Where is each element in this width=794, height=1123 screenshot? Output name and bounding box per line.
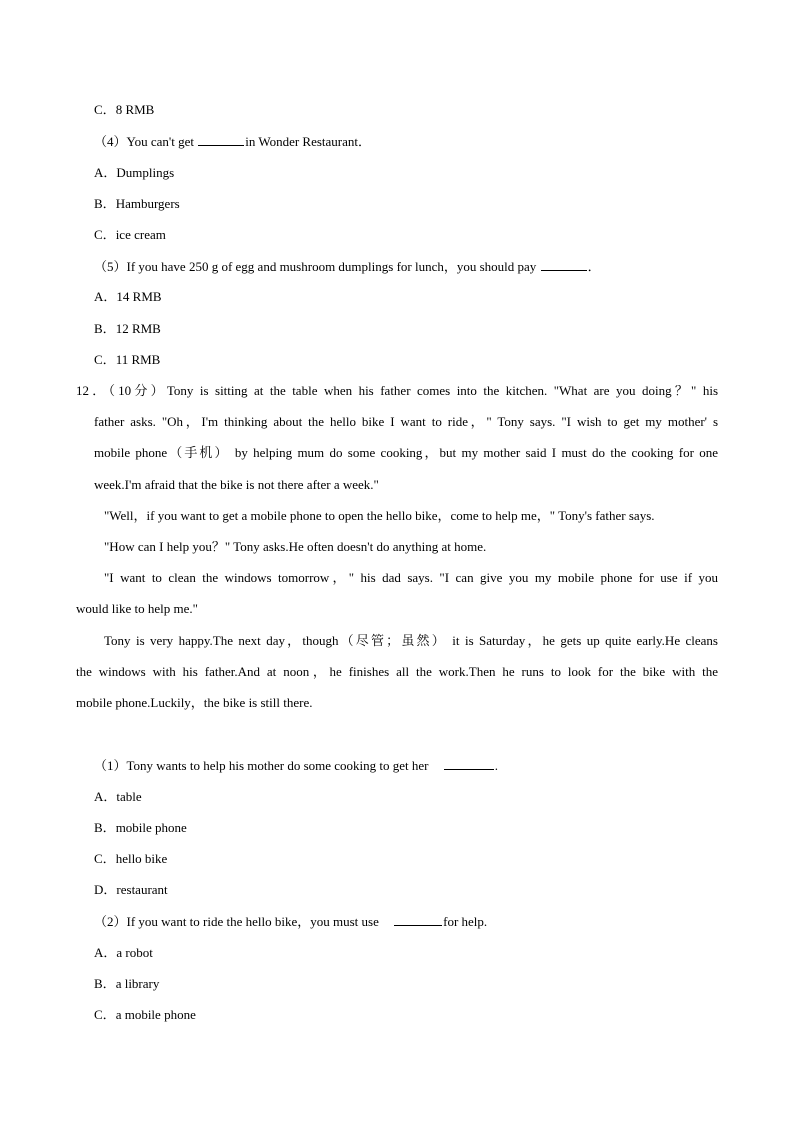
option-letter: B [94,321,103,336]
option-text: 14 RMB [116,289,162,304]
question-4-stem [94,133,371,150]
option-b: B．12 RMB [94,321,161,336]
option-c: C．8 RMB [94,102,155,117]
option-text: restaurant [116,882,168,897]
option-letter: B [94,820,103,835]
option-c: C．hello bike [94,851,168,866]
option-letter: C [94,1007,103,1022]
sub-question-2-stem [94,913,487,930]
passage-line: mobile phone.Luckily，the bike is still there. [76,695,313,710]
option-a: A．Dumplings [94,165,175,180]
option-letter: D [94,882,104,897]
passage-line: mobile phone（手机） by helping mum do some cooking，but my mother said I must do the cooking for one [94,445,718,460]
sub-question-2-suffix: for help. [443,914,488,929]
sub-question-1-stem [94,757,498,774]
option-text: a library [115,976,160,991]
option-letter: C [94,851,103,866]
option-letter: A [94,289,104,304]
option-c: C．11 RMB [94,352,161,367]
option-a: A．a robot [94,945,153,960]
option-text: 8 RMB [115,102,155,117]
passage-paragraph-3: "How can I help you？" Tony asks.He often doesn't do anything at home. [104,539,487,554]
question-5-suffix: ． [587,259,601,274]
option-letter: A [94,165,104,180]
option-text: Dumplings [116,165,175,180]
option-c: C．a mobile phone [94,1007,196,1022]
passage-paragraph-2: "Well，if you want to get a mobile phone to open the hello bike，come to help me，" Tony's father says. [104,508,655,523]
passage-paragraph-5: Tony is very happy.The next day，though（尽管；虽然） it is Saturday，he gets up quite early.He cleans [104,633,718,648]
option-text: 12 RMB [115,321,161,336]
option-a: A．14 RMB [94,289,162,304]
answer-blank [444,757,494,770]
option-letter: C [94,102,103,117]
sub-question-2-prefix: （2）If you want to ride the hello bike，you must use [94,914,383,929]
option-d: D．restaurant [94,882,168,897]
option-text: a robot [116,945,153,960]
question-5-prefix: （5）If you have 250 g of egg and mushroom dumplings for lunch，you should pay [94,259,540,274]
sub-question-1-suffix: . [494,758,499,773]
option-letter: B [94,976,103,991]
answer-blank [394,913,442,926]
option-b: B．Hamburgers [94,196,180,211]
option-text: Hamburgers [115,196,180,211]
answer-blank [541,258,587,271]
option-c: C．ice cream [94,227,166,242]
option-a: A．table [94,789,142,804]
answer-blank [198,133,244,146]
option-text: hello bike [115,851,168,866]
option-text: ice cream [115,227,166,242]
option-text: mobile phone [115,820,187,835]
passage-line: father asks. "Oh，I'm thinking about the hello bike I want to ride，" Tony says. "I wish to get my mother' s [94,414,718,429]
option-letter: C [94,227,103,242]
option-b: B．mobile phone [94,820,187,835]
question-5-stem [94,258,601,275]
passage-line: week.I'm afraid that the bike is not there after a week." [94,477,379,492]
option-text: table [116,789,142,804]
sub-question-1-prefix: （1）Tony wants to help his mother do some cooking to get her [94,758,432,773]
option-letter: C [94,352,103,367]
option-text: a mobile phone [115,1007,196,1022]
passage-line: would like to help me." [76,601,198,616]
passage-paragraph-4: "I want to clean the windows tomorrow，" his dad says. "I can give you my mobile phone for use if you [104,570,718,585]
option-letter: B [94,196,103,211]
passage-line: the windows with his father.And at noon，he finishes all the work.Then he runs to look for the bike with the [76,664,718,679]
option-b: B．a library [94,976,160,991]
option-letter: A [94,789,104,804]
option-letter: A [94,945,104,960]
option-text: 11 RMB [115,352,161,367]
question-12-heading: 12．（10分）Tony is sitting at the table when his father comes into the kitchen. "What are you doing？" his [76,383,718,398]
question-4-suffix: in Wonder Restaurant． [245,134,372,149]
question-4-prefix: （4）You can't get [94,134,198,149]
